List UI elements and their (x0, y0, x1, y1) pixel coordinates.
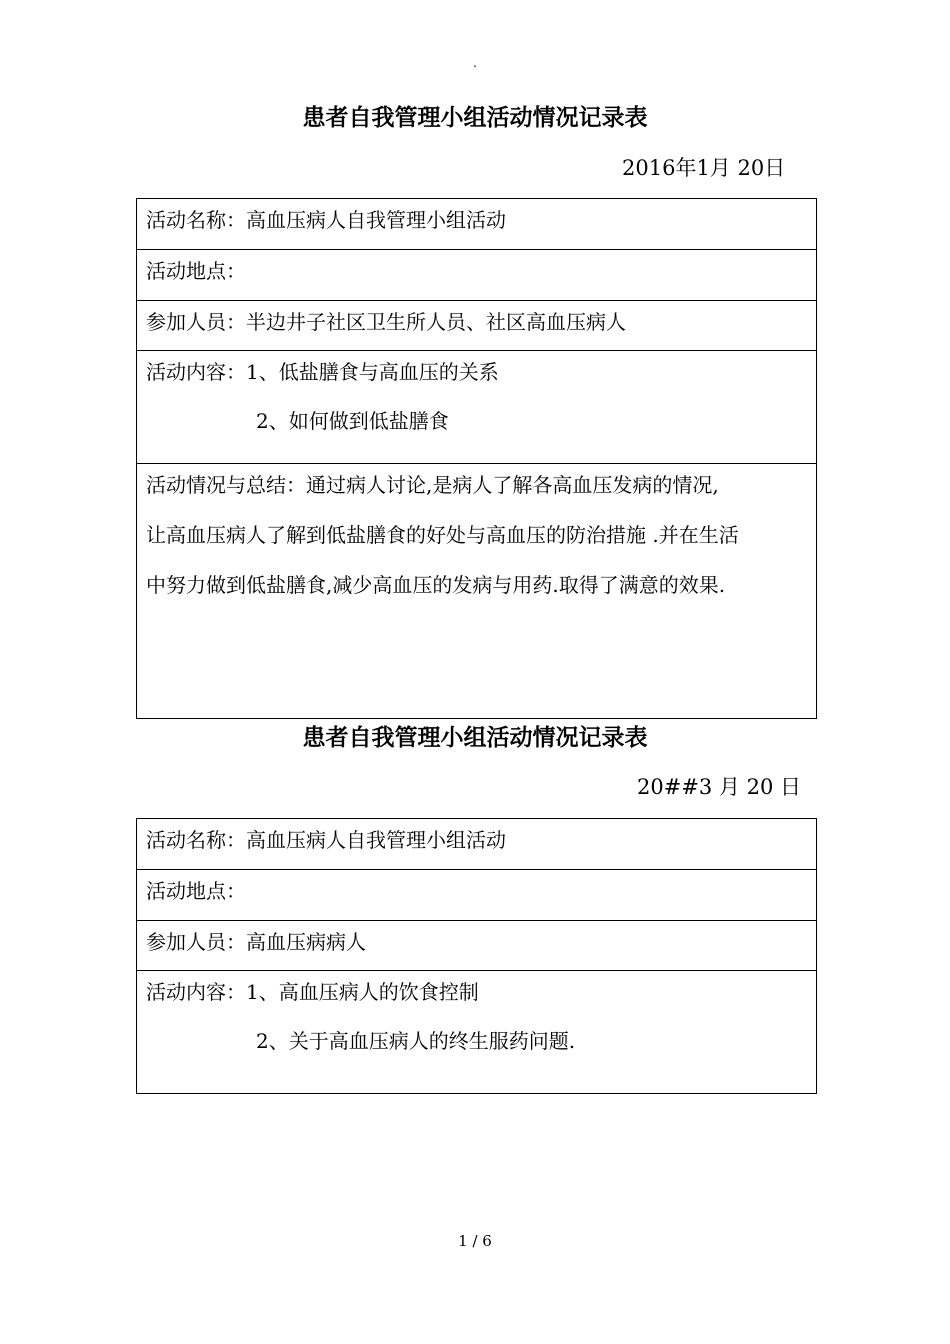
form-2-content-line-2: 2、关于高血压病人的终生服药问题. (256, 1029, 576, 1053)
form-2-title: 患者自我管理小组活动情况记录表 (302, 725, 648, 751)
form-1-participants: 参加人员：半边井子社区卫生所人员、社区高血压病人 (146, 310, 626, 334)
form-2-table (136, 818, 817, 1094)
form-1-date: 2016年1月 20日 (622, 156, 786, 180)
form-2-location-cell (137, 870, 817, 921)
page-number: 1 / 6 (458, 1232, 492, 1250)
form-1-title: 患者自我管理小组活动情况记录表 (302, 105, 648, 131)
form-1-summary-line-1: 活动情况与总结：通过病人讨论,是病人了解各高血压发病的情况, (146, 473, 719, 497)
form-2-location: 活动地点： (146, 879, 246, 903)
form-1-summary-line-3: 中努力做到低盐膳食,减少高血压的发病与用药.取得了满意的效果. (146, 573, 726, 597)
form-2-participants: 参加人员：高血压病病人 (146, 930, 366, 954)
form-1-content-line-1: 活动内容：1、低盐膳食与高血压的关系 (146, 360, 499, 384)
form-1-location: 活动地点： (146, 259, 246, 283)
form-1-participants-cell (137, 301, 817, 351)
form-2-participants-cell (137, 921, 817, 971)
form-1-activity-name-cell (137, 199, 817, 250)
form-2-content-cell (137, 971, 817, 1094)
form-2-activity-name-cell (137, 819, 817, 870)
form-1-content-line-2: 2、如何做到低盐膳食 (256, 409, 449, 433)
form-1-activity-name: 活动名称：高血压病人自我管理小组活动 (146, 208, 506, 232)
form-1-summary-line-2: 让高血压病人了解到低盐膳食的好处与高血压的防治措施 .并在生活 (146, 523, 739, 547)
form-1-content-cell (137, 351, 817, 464)
form-2-date: 20##3 月 20 日 (637, 775, 802, 799)
form-1-summary-cell (137, 464, 817, 719)
page-top-mark: . (473, 56, 477, 70)
form-1-table (136, 198, 817, 719)
form-1-location-cell (137, 250, 817, 301)
form-2-activity-name: 活动名称：高血压病人自我管理小组活动 (146, 828, 506, 852)
form-2-content-line-1: 活动内容：1、高血压病人的饮食控制 (146, 980, 479, 1004)
